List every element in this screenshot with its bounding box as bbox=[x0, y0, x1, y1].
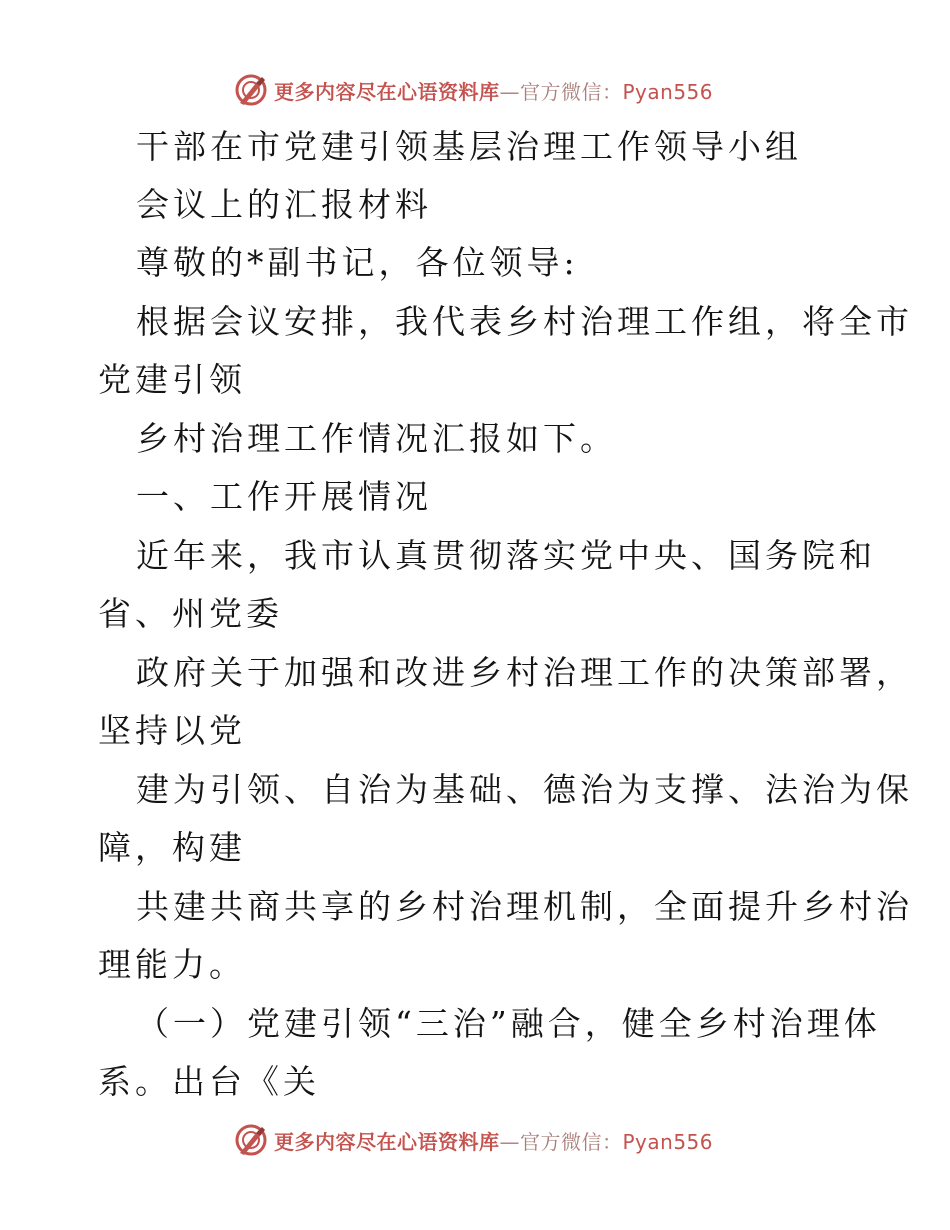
paragraph-line: 省、州党委 bbox=[98, 594, 283, 633]
banner-wechat-id: Pyan556 bbox=[622, 1129, 714, 1154]
pen-logo-icon bbox=[234, 1123, 268, 1157]
banner-official-label: 官方微信： bbox=[520, 79, 623, 104]
salutation: 尊敬的*副书记，各位领导: bbox=[136, 243, 579, 282]
banner-brand-text: 更多内容尽在心语资料库 bbox=[274, 1129, 500, 1154]
paragraph-line: 坚持以党 bbox=[98, 711, 246, 750]
document-title-line-1: 干部在市党建引领基层治理工作领导小组 bbox=[136, 127, 802, 166]
banner-dash: — bbox=[499, 1129, 520, 1154]
subsection-heading: （一）党建引领“三治”融合，健全乡村治理体 bbox=[136, 1004, 881, 1043]
paragraph-line: 建为引领、自治为基础、德治为支撑、法治为保 bbox=[136, 770, 913, 809]
banner-brand-text: 更多内容尽在心语资料库 bbox=[274, 79, 500, 104]
paragraph-line: 共建共商共享的乡村治理机制，全面提升乡村治 bbox=[136, 887, 913, 926]
paragraph-line: 根据会议安排，我代表乡村治理工作组，将全市 bbox=[136, 302, 913, 341]
footer-watermark-banner bbox=[0, 1120, 950, 1160]
section-heading: 一、工作开展情况 bbox=[136, 477, 432, 516]
paragraph-line: 党建引领 bbox=[98, 360, 246, 399]
banner-official-label: 官方微信： bbox=[520, 1129, 623, 1154]
document-title-line-2: 会议上的汇报材料 bbox=[136, 185, 432, 224]
paragraph-line: 政府关于加强和改进乡村治理工作的决策部署， bbox=[136, 653, 913, 692]
footer-watermark-text bbox=[274, 1126, 713, 1155]
paragraph-line: 系。出台《关 bbox=[98, 1062, 320, 1101]
paragraph-line: 乡村治理工作情况汇报如下。 bbox=[136, 419, 617, 458]
paragraph-line: 理能力。 bbox=[98, 945, 246, 984]
paragraph-line: 近年来，我市认真贯彻落实党中央、国务院和 bbox=[136, 536, 876, 575]
banner-wechat-id: Pyan556 bbox=[622, 79, 714, 104]
banner-dash: — bbox=[499, 79, 520, 104]
paragraph-line: 障，构建 bbox=[98, 828, 246, 867]
